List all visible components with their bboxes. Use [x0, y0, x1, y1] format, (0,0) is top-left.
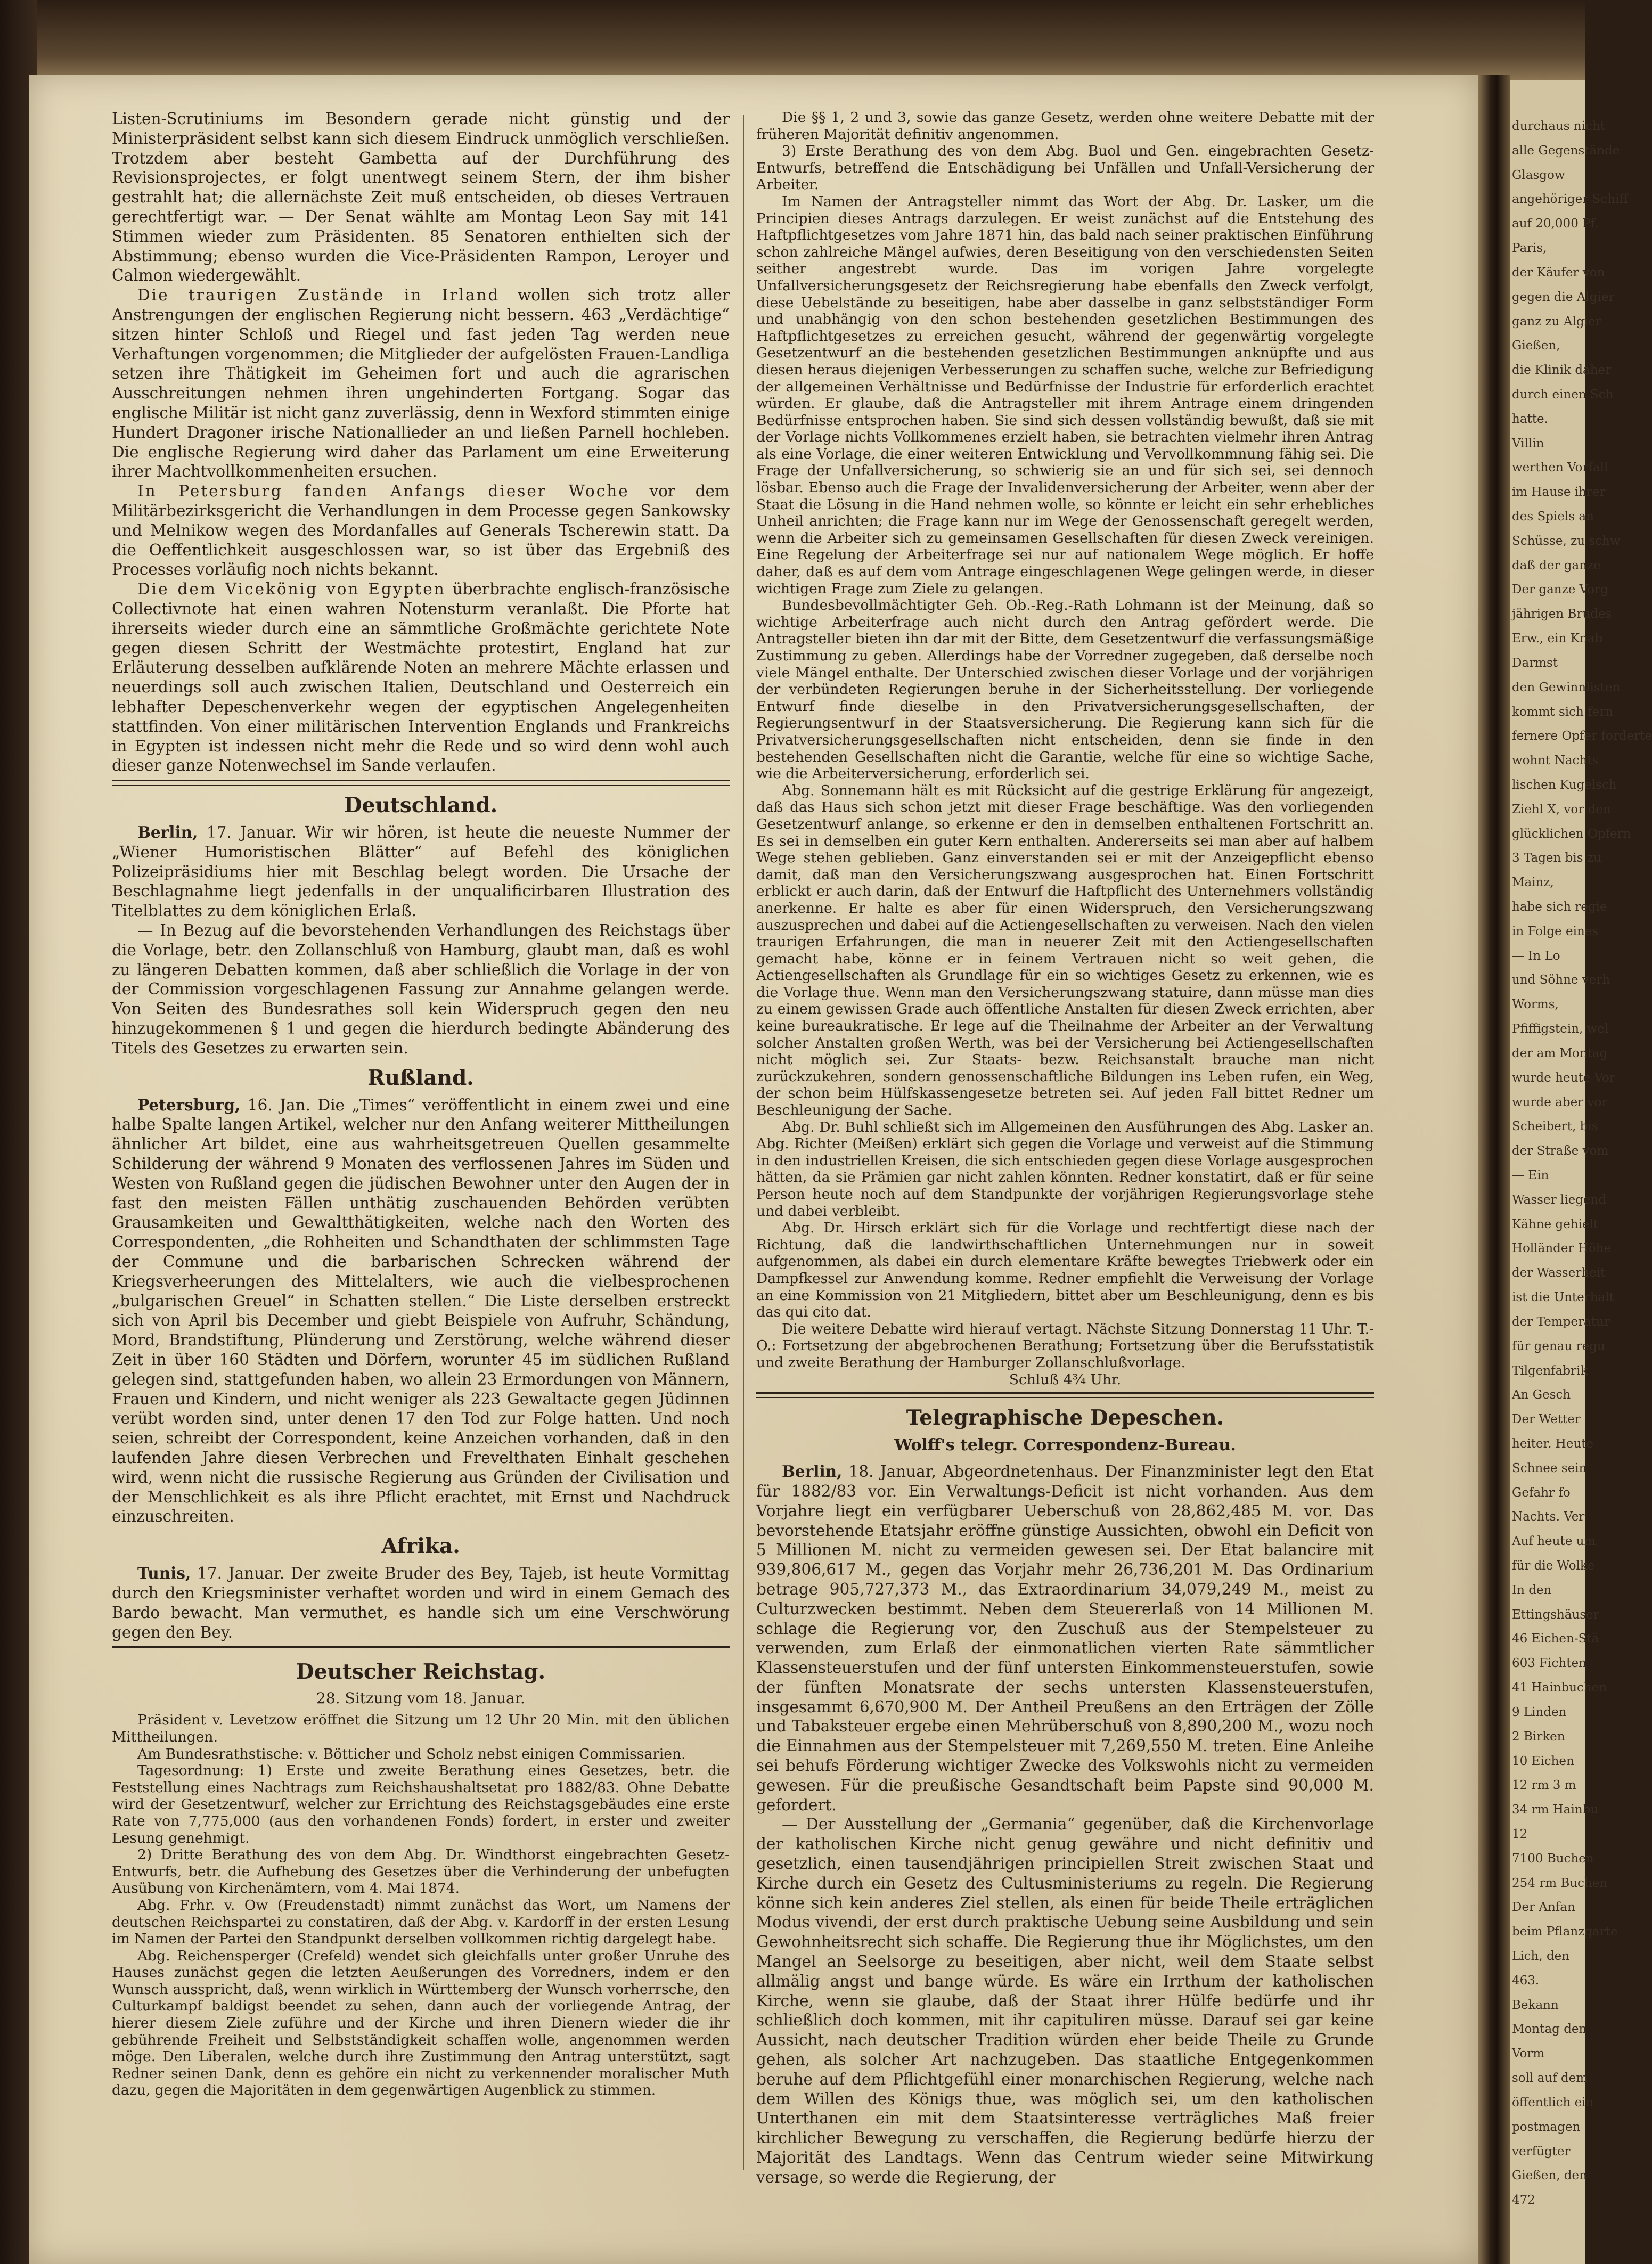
reichstag-agenda-1: Tagesordnung: 1) Erste und zweite Berathung eines Gesetzes, betr. die Feststellung eines Nachtrags zum Reichshaushaltsetat pro 1882/83. Ohne Debatte wird der Gesetzentwurf, welcher zur Errichtung des Reichstagsgebäudes eine erste Rate von 7,775,000 (aus den vorhandenen Fonds) fordert, in erster und zweiter Lesung genehmigt. — [112, 1762, 730, 1846]
adjacent-page-line: Gießen, — [1512, 339, 1560, 353]
adjacent-page-line: der Temperatur — [1512, 1314, 1610, 1329]
adjacent-page-line: wurde heute Vor — [1512, 1070, 1615, 1085]
adjacent-page-line: heiter. Heute — [1512, 1436, 1594, 1451]
adjacent-page-line: ganz zu Algier — [1512, 314, 1601, 329]
adjacent-page-line: Paris, — [1512, 241, 1547, 256]
dateline-telegram-berlin: Berlin, — [782, 1462, 843, 1481]
adjacent-page-line: Schnee sein — [1512, 1461, 1587, 1475]
adjacent-page-line: Der ganze Vorg — [1512, 583, 1608, 597]
adjacent-page-line: öffentlich ein — [1512, 2095, 1594, 2110]
reichstag-speech-reichensperger: Abg. Reichensperger (Crefeld) wendet sich gleichfalls unter großer Unruhe des Hauses zunächst gegen die letzten Aeußerungen des Vorredners, indem er den Wunsch ausspricht, daß, wenn wirklich in Württemberg der Wunsch vorherrsche, den Culturkampf baldigst beendet zu sehen, dann auch der vorliegende Antrag, der hierer diesem Ziele zuführe und der Kirche und ihren Dienern wieder die ihr gebührende Freiheit und Selbstständigkeit schaffen wolle, angenommen werden möge. Den Liberalen, welche durch ihre Zustimmung den Antrag unterstützt, sagt Redner seinen Dank, denn es gehöre ein nicht zu verkennender moralischer Muth dazu, gegen die Majoritäten in dem gegenwärtigen Augenblick zu stimmen. — [112, 1947, 730, 2099]
article-irland — [112, 285, 730, 481]
adjacent-page-line: werthen Vorfall — [1512, 461, 1608, 475]
article-petersburg-trial — [112, 481, 730, 579]
adjacent-page-line: Der Anfan — [1512, 1900, 1575, 1915]
adjacent-page-line: 12 rm 3 m — [1512, 1778, 1576, 1793]
adjacent-page-line: Erw., ein Knab — [1512, 632, 1603, 646]
adjacent-page-line: fernere Opfer forderte — [1512, 729, 1652, 743]
adjacent-page-line: durchaus nicht — [1512, 119, 1605, 133]
adjacent-page-line: Villin — [1512, 436, 1544, 451]
reichstag-vote: Die §§ 1, 2 und 3, sowie das ganze Gesetz, werden ohne weitere Debatte mit der früheren Majorität definitiv angenommen. — [756, 109, 1374, 143]
adjacent-page-line: 7100 Buchen — [1512, 1851, 1594, 1866]
adjacent-page-line: auf 20,000 Pf. — [1512, 217, 1599, 231]
adjacent-page-line: in Folge eines — [1512, 924, 1599, 938]
telegram-berlin-etat — [756, 1462, 1374, 1815]
adjacent-page-line: 2 Birken — [1512, 1729, 1565, 1744]
adjacent-page-line: 41 Hainbuchen — [1512, 1681, 1607, 1695]
reichstag-agenda-2: 2) Dritte Berathung des von dem Abg. Dr. Windthorst eingebrachten Gesetz-Entwurfs, betr. die Aufhebung des Gesetzes über die Verhinderung der unbefugten Ausübung von Kirchenämtern, vom 4. Mai 1874. — [112, 1846, 730, 1897]
adjacent-page-line: beim Pflanzgarte — [1512, 1925, 1618, 1939]
adjacent-page-line: der Käufer von — [1512, 265, 1605, 280]
adjacent-page-line: soll auf dem — [1512, 2071, 1588, 2086]
reichstag-speech-ow: Abg. Frhr. v. Ow (Freudenstadt) nimmt zunächst das Wort, um Namens der deutschen Reichspartei zu constatiren, daß der Abg. v. Kardorff in der ersten Lesung im Namen der Partei den Standpunkt derselben vollkommen richtig dargelegt habe. — [112, 1897, 730, 1948]
article-tunis-text: 17. Januar. Der zweite Bruder des Bey, Tajeb, ist heute Vormittag durch den Kriegsminister verhaftet worden und wird in einem Gemach des Bardo bewacht. Man vermuthet, es handle sich um eine Verschwörung gegen den Bey. — [112, 1564, 730, 1641]
adjacent-page-line: In den — [1512, 1583, 1552, 1597]
article-zollanschluss: — In Bezug auf die bevorstehenden Verhandlungen des Reichstags über die Vorlage, betr. den Zollanschluß von Hamburg, glaubt man, daß es wohl zu längeren Debatten kommen, daß aber schließlich die Vorlage in der von der Commission vorgeschlagenen Fassung zur Annahme gelangen werde. Von Seiten des Bundesrathes soll kein Widerspruch gegen den neu hinzugekommenen § 1 und gegen die hierdurch bedingte Abänderung des Titels des Gesetzes zu erwarten sein. — [112, 921, 730, 1057]
adjacent-page-line: Darmst — [1512, 656, 1558, 670]
adjacent-page-line: glücklichen Opfern — [1512, 827, 1631, 841]
adjacent-page-line: die Klinik daher — [1512, 363, 1612, 378]
telegram-berlin-etat-text: 18. Januar, Abgeordnetenhaus. Der Finanzminister legt den Etat für 1882/83 vor. Ein Verwaltungs-Deficit ist nicht vorhanden. Aus dem Vorjahre liegt ein verfügbarer Ueberschuß von 28,862,485 M. vor. Das bevorstehende Etatsjahr eröffne günstige Aussichten, obwohl ein Deficit von 5 Millionen M. nicht zu vermeiden gewesen sei. Der Etat balancire mit 939,806,617 M., gegen das Vorjahr mehr 26,736,201 M. Das Ordinarium betrage 905,727,373 M., das Extraordinarium 34,079,249 M., meist zu Culturzwecken bestimmt. Neben dem Steuererlaß von 14 Millionen M. schlage die Regierung vor, den Zuschuß aus der Stempelsteuer zu verwenden, zum Erlaß der einmonatlichen vierten Rate sämmtlicher Klassensteuerstufen und der fünf untersten Einkommensteuerstufen, sowie der fünften Monatsrate der sechs untersten Klassensteuerstufen, insgesammt 6,670,900 M. Der Antheil Preußens an den Erträgen der Zölle und Tabaksteuer ergebe einen Mehrüberschuß von 8,890,200 M., wozu noch die Einnahmen aus der Stempelsteuer mit 7,269,550 M. treten. Eine Anleihe sei behufs Förderung wichtiger Zwecke des Volkswohls nicht zu vermeiden gewesen. Für die preußische Gesandtschaft beim Papste sind 90,000 M. gefordert. — [756, 1462, 1374, 1814]
adjacent-page-line: ist die Unterhalt — [1512, 1290, 1614, 1305]
reichstag-bundesrat: Am Bundesrathstische: v. Bötticher und Scholz nebst einigen Commissarien. — [137, 1745, 686, 1762]
reichstag-speech-lasker: Im Namen der Antragsteller nimmt das Wort der Abg. Dr. Lasker, um die Principien dieses Antrags darzulegen. Er weist zunächst auf die Entstehung des Haftpflichtgesetzes vom Jahre 1871 hin, das bald nach seiner praktischen Einführung schon zahlreiche Mängel aufwies, deren Beseitigung von den verschiedensten Seiten seither angestrebt wurde. Das im vorigen Jahre vorgelegte Unfallversicherungsgesetz der Reichsregierung habe ebenfalls den Zweck verfolgt, diese Uebelstände zu beseitigen, habe aber dasselbe in ganz selbstständiger Form und unabhängig von den schon bestehenden gesetzlichen Bestimmungen des Haftpflichtgesetzes zu erreichen gesucht, während der gegenwärtig vorgelegte Gesetzentwurf an die bestehenden gesetzlichen Bestimmungen anknüpfte und aus diesen heraus diejenigen Verbesserungen zu schaffen suche, welche zur Befriedigung der allgemeinen Verhältnisse und Bedürfnisse der Industrie für erforderlich erachtet würden. Er glaube, daß die Antragsteller mit ihrem Antrage einem dringenden Bedürfnisse entsprochen haben. Sie sind sich dessen vollständig bewußt, daß sie mit der Vorlage nichts Vollkommenes erzielt haben, sie betrachten vielmehr ihren Antrag als eine Vorlage, die einer weiteren Entwicklung und Vervollkommnung fähig sei. Die Frage der Unfallversicherung, so schwierig sie an und für sich sei, sei dennoch lösbar. Ebenso auch die Frage der Invalidenversicherung der Arbeiter, wenn aber der Staat die Lösung in die Hand nehmen wolle, so könnte er leicht ein sehr erhebliches Unheil anrichten; die Frage kann nur im Wege der Genossenschaft geregelt werden, wenn die Arbeiter sich zu gemeinsamen Gesellschaften für diesen Zweck vereinigen. Eine Regelung der Arbeiterfrage sei nur auf nationalem Wege möglich. Er hoffe daher, daß es auf dem vom Antrage eingeschlagenen Wege gelingen werde, in dieser wichtigen Frage zum Ziele zu gelangen. — [756, 193, 1374, 597]
adjacent-page-line: wohnt Nachts — [1512, 754, 1599, 768]
adjacent-page-line: Nachts. Ver — [1512, 1510, 1585, 1524]
right-column — [756, 109, 1374, 2187]
adjacent-page-line: im Hause ihrer — [1512, 485, 1606, 500]
adjacent-page-line: alle Gegenstände — [1512, 143, 1620, 158]
article-irland-lead: Die traurigen Zustände in Irland — [137, 286, 500, 305]
adjacent-page-line: postmagen — [1512, 2120, 1581, 2134]
adjacent-page-line: 34 rm Hainbu — [1512, 1803, 1599, 1817]
adjacent-page-line: lischen Kugelsch — [1512, 778, 1617, 792]
article-irland-text: wollen sich trotz aller Anstrengungen der englischen Regierung nicht bessern. 463 „Verdächtige“ sitzen hinter Schloß und Riegel und fast jeden Tag werden neue Verhaftungen vorgenommen; die Mitglieder der aufgelösten Frauen-Landliga setzen ihre Thätigkeit im Geheimen fort und auch die agrarischen Ausschreitungen nehmen ihren ungehinderten Fortgang. Sogar das englische Militär ist nicht ganz zuverlässig, denn in Wexford stimmten einige Hundert Dragoner irische Nationallieder an und ließen Parnell hochleben. Die englische Regierung wird daher das Parlament um eine Erweiterung ihrer Machtvollkommenheiten ersuchen. — [112, 286, 730, 481]
heading-russland: Rußland. — [367, 1065, 474, 1090]
article-egypt — [112, 579, 730, 775]
adjacent-page-line: 603 Fichten — [1512, 1656, 1586, 1671]
reichstag-speech-hirsch: Abg. Dr. Hirsch erklärt sich für die Vorlage und rechtfertigt diese nach der Richtung, daß die landwirthschaftlichen Unternehmungen nur in soweit aufgenommen, als dabei ein durch elementare Kräfte bewegtes Triebwerk oder ein Dampfkessel zur Anwendung komme. Redner empfiehlt die Verweisung der Vorlage an eine Kommission von 21 Mitgliedern, bittet aber um Beschleunigung, denn es bis das qui cito dat. — [756, 1220, 1374, 1321]
section-rule — [112, 780, 730, 786]
article-france-end: Listen-Scrutiniums im Besondern gerade nicht günstig und der Ministerpräsident selbst kann sich diesem Eindruck unmöglich verschließen. Trotzdem aber besteht Gambetta auf der Durchführung des Revisionsprojectes, er folgt unentwegt seinem Stern, der ihm bisher gestrahlt hat; die allernächste Zeit muß entscheiden, ob dieses Vertrauen gerechtfertigt war. — Der Senat wählte am Montag Leon Say mit 141 Stimmen wieder zum Präsidenten. 85 Senatoren enthielten sich der Abstimmung; ebenso wurden die Vice-Präsidenten Rampon, Leroyer und Calmon wiedergewählt. — [112, 110, 730, 285]
adjacent-page-line: 254 rm Buchen — [1512, 1876, 1608, 1890]
article-berlin-text: 17. Januar. Wir wir hören, ist heute die neueste Nummer der „Wiener Humoristischen Blätter“ auf Befehl des königlichen Polizeipräsidiums hier mit Beschlag belegt worden. Die Ursache der Beschlagnahme liegt jedenfalls in der unqualificirbaren Illustration des Titelblattes zu dem königlichen Erlaß. — [112, 823, 730, 920]
adjacent-page-line: durch einen Sch — [1512, 387, 1614, 402]
adjacent-page-line: Tilgenfabrik — [1512, 1363, 1588, 1378]
adjacent-page-line: — In Lo — [1512, 949, 1560, 963]
reichstag-adjourn: Die weitere Debatte wird hierauf vertagt. Nächste Sitzung Donnerstag 11 Uhr. T.-O.: Fortsetzung der abgebrochenen Berathung; Fortsetzung über die Berufsstatistik und zweite Berathung der Hamburger Zollanschlußvorlage. — [756, 1320, 1374, 1371]
dateline-tunis: Tunis, — [137, 1564, 191, 1583]
adjacent-page-line: der Straße vom — [1512, 1144, 1609, 1158]
adjacent-page-line: Worms, — [1512, 998, 1559, 1012]
adjacent-page-line: Ettingshäuser — [1512, 1607, 1599, 1622]
adjacent-page-fragment — [1510, 80, 1652, 2264]
reichstag-speech-lohmann: Bundesbevollmächtigter Geh. Ob.-Reg.-Rath Lohmann ist der Meinung, daß so wichtige Arbeiterfrage auch nicht durch den Antrag gefördert werde. Die Antragsteller bieten ihn dar mit der Bitte, dem Gesetzentwurf die verfassungsmäßige Zustimmung zu geben. Allerdings habe der Vorredner zugegeben, daß derselbe noch viele Mängel enthalte. Der Unterschied zwischen dieser Vorlage und der vorjährigen der verbündeten Regierungen beruhe in der Sicherheitsstellung. Der vorliegende Entwurf finde dieselbe in den Privatversicherungsgesellschaften, der Regierungsentwurf in der Staatsversicherung. Die Regierung kann sich für die Privatversicherungsgesellschaften nicht entscheiden, denn sie finde in den bestehenden Gesellschaften nicht die Garantie, welche für eine so wichtige Sache, wie die Arbeiterversicherung, erforderlich sei. — [756, 597, 1374, 782]
adjacent-page-line: Wasser liegend — [1512, 1192, 1607, 1207]
article-egypt-text: überbrachte englisch-französische Collectivnote hat einen wahren Notensturm veranlaßt. Die Pforte hat ihrerseits wieder durch eine an sämmtliche Großmächte gerichtete Note gegen diesen Schritt der Westmächte protestirt, England hat zur Erläuterung desselben aufklärende Noten an mehrere Mächte erlassen und neuerdings soll auch zwischen Italien, Deutschland und Oesterreich ein lebhafter Depeschenverkehr wegen der egyptischen Angelegenheiten stattfinden. Von einer militärischen Intervention Englands und Frankreichs in Egypten ist indessen nicht mehr die Rede und so wird denn wohl auch dieser ganze Notenwechsel im Sande verlaufen. — [112, 580, 730, 775]
adjacent-page-line: Gießen, den — [1512, 2169, 1587, 2183]
adjacent-page-line: 12 — [1512, 1827, 1528, 1841]
adjacent-page-line: für genau regu — [1512, 1339, 1605, 1353]
adjacent-page-line: Scheibert, bis — [1512, 1119, 1598, 1134]
article-petersburg-times — [112, 1096, 730, 1527]
article-tunis — [112, 1564, 730, 1642]
section-rule — [756, 1392, 1374, 1398]
article-berlin — [112, 823, 730, 921]
column-divider — [743, 115, 744, 2170]
heading-telegraphische-depeschen: Telegraphische Depeschen. — [906, 1405, 1224, 1431]
adjacent-page-line: Mainz, — [1512, 876, 1554, 890]
adjacent-page-line: verfügter — [1512, 2144, 1571, 2159]
adjacent-page-line: angehöriger Schiff — [1512, 192, 1628, 207]
left-column — [112, 109, 730, 2099]
adjacent-page-line: daß der ganze — [1512, 558, 1601, 573]
article-egypt-lead: Die dem Vicekönig von Egypten — [137, 580, 446, 599]
reichstag-speech-buhl-richter: Abg. Dr. Buhl schließt sich im Allgemeinen den Ausführungen des Abg. Lasker an. Abg. Richter (Meißen) erklärt sich gegen die Vorlage und verweist auf die Stimmung in den industriellen Kreisen, die sich entschieden gegen diese Vorlage ausgesprochen hätten, da sie Prämien gar nicht zahlen könnten. Redner konstatirt, daß er für seine Person heute noch auf dem Standpunkte der vorjährigen Regierungsvorlage stehe und dabei verbleibt. — [756, 1118, 1374, 1220]
adjacent-page-line: Kähne gehielt — [1512, 1217, 1599, 1231]
reichstag-speech-sonnemann: Abg. Sonnemann hält es mit Rücksicht auf die gestrige Erklärung für angezeigt, daß das Haus sich schon jetzt mit dieser Frage beschäftige. Was den vorliegenden Gesetzentwurf anlange, so erkenne er den in demselben enthaltenen Fortschritt an. Es sei in demselben ein guter Kern enthalten. Andererseits sei man aber auf halbem Wege stehen geblieben. Ganz einverstanden sei er mit der Anzeigepflicht ebenso damit, daß man den Versicherungszwang ausgesprochen hat. Einen Fortschritt erblickt er auch darin, daß der Entwurf die Haftpflicht des Unternehmers vollständig anerkenne. Er halte es aber für einen Widerspruch, den Versicherungszwang auszusprechen und dabei auf die Actiengesellschaften zu verweisen. Nach den vielen traurigen Erfahrungen, die man in neuerer Zeit mit den Actiengesellschaften gemacht habe, könne er in feinem Vertrauen nicht so weit gehen, die Actiengesellschaften als Grundlage für ein so wichtiges Gesetz zu erkennen, wie es die Vorlage thue. Wenn man den Versicherungszwang statuire, dann müsse man dies zu einem gewissen Grade auch öffentliche Anstalten für diesen Zweck errichten, aber keine bureaukratische. Er lege auf die Theilnahme der Arbeiter an der Verwaltung solcher Anstalten großen Werth, was bei der Versicherung bei Actiengesellschaften nicht möglich sei. Zur Staats- bezw. Reichsanstalt brauche man nicht zurückzukehren, sondern genossenschaftliche Bildungen ins Leben rufen, ein Weg, der schon beim Hülfskassengesetze betreten sei. Auf jeden Fall bittet Redner um Beschleunigung der Sache. — [756, 782, 1374, 1119]
adjacent-page-line: den Gewinnlisten — [1512, 680, 1621, 694]
adjacent-page-line: wurde aber vor — [1512, 1095, 1608, 1109]
section-rule — [112, 1646, 730, 1652]
adjacent-page-line: der am Montag — [1512, 1046, 1608, 1060]
adjacent-page-line: habe sich regie — [1512, 900, 1607, 914]
adjacent-page-line: Gefahr fo — [1512, 1485, 1571, 1500]
book-gutter — [1478, 75, 1510, 2264]
adjacent-page-line: für die Wolke — [1512, 1559, 1595, 1573]
heading-deutschland: Deutschland. — [344, 793, 498, 818]
adjacent-page-line: Lich, den — [1512, 1949, 1570, 1964]
reichstag-close-time: Schluß 4¾ Uhr. — [1009, 1371, 1122, 1388]
adjacent-page-line: hatte. — [1512, 412, 1548, 426]
adjacent-page-line: Glasgow — [1512, 168, 1565, 182]
scan-background-top — [0, 0, 1585, 80]
adjacent-page-line: Schüsse, zu schw — [1512, 534, 1621, 548]
adjacent-page-line: Pfiffigstein, wel — [1512, 1022, 1609, 1036]
article-petersburg-lead: In Petersburg fanden Anfangs dieser Woche — [137, 482, 629, 501]
article-petersburg-times-text: 16. Jan. Die „Times“ veröffentlicht in einem zwei und eine halbe Spalte langen Artikel, welcher nur den Anfang weiterer Mittheilungen ähnlicher Art bildet, eine aus wahrheitsgetreuen Quellen gesammelte Schilderung der während 9 Monaten des verflossenen Jahres im Süden und Westen von Rußland gegen die jüdischen Bewohner unter den Augen der in fast den meisten Fällen unthätig zuschauenden Behörden verübten Grausamkeiten und Gewaltthätigkeiten, welche nach den Worten des Correspondenten, „die Rohheiten und Schandthaten der schlimmsten Tage der Commune und die barbarischen Schrecken während der Kriegsverheerungen des Mittelalters, wie auch die vielbesprochenen „bulgarischen Greuel“ in Schatten stellen.“ Die Liste derselben erstreckt sich von April bis December und giebt Beispiele von Aufruhr, Schändung, Mord, Brandstiftung, Plünderung und Zerstörung, welche während dieser Zeit in über 160 Städten und Dörfern, worunter 45 im südlichen Rußland gelegen sind, stattgefunden haben, wo allein 23 Ermordungen von Männern, Frauen und Kindern, und nicht weniger als 223 Gewaltacte gegen Jüdinnen verübt worden sind, unter denen 17 den Tod zur Folge hatten. Und noch seien, schreibt der Correspondent, keine Anzeichen vorhanden, daß in den laufenden Jahre diesen Verbrechen und Frevelthaten Einhalt geschehen wird, wenn nicht die russische Regierung aus Gründen der Civilisation und der Menschlichkeit es als ihre Pflicht erachtet, mit Ernst und Nachdruck einzuschreiten. — [112, 1096, 730, 1526]
adjacent-page-line: des Spiels an — [1512, 510, 1594, 524]
adjacent-page-line: der Wasserheit — [1512, 1266, 1606, 1280]
dateline-petersburg: Petersburg, — [137, 1095, 241, 1114]
adjacent-page-line: 46 Eichen-Stä — [1512, 1632, 1599, 1646]
adjacent-page-line: 10 Eichen — [1512, 1754, 1574, 1768]
heading-afrika: Afrika. — [381, 1534, 460, 1559]
adjacent-page-line: 472 — [1512, 2193, 1535, 2208]
adjacent-page-line: und Söhne verh — [1512, 973, 1610, 987]
adjacent-page-line: 3 Tagen bis zu — [1512, 851, 1601, 865]
adjacent-page-line: — Ein — [1512, 1168, 1549, 1182]
adjacent-page-line: Auf heute um — [1512, 1534, 1596, 1549]
adjacent-page-line: Holländer Höhe — [1512, 1241, 1612, 1256]
adjacent-page-line: gegen die Algier — [1512, 290, 1615, 304]
adjacent-page-line: 9 Linden — [1512, 1705, 1567, 1719]
adjacent-page-line: Bekann — [1512, 1998, 1559, 2012]
reichstag-agenda-3: 3) Erste Berathung des von dem Abg. Buol und Gen. eingebrachten Gesetz-Entwurfs, betreffend die Entschädigung bei Unfällen und Unfall-Versicherung der Arbeiter. — [756, 143, 1374, 193]
article-petersburg-text: vor dem Militärbezirksgericht die Verhandlungen in dem Processe gegen Sankowsky und Melnikow wegen des Mordanfalles auf Generals Tscherewin statt. Da die Oeffentlichkeit ausgeschlossen war, so ist über das Ergebniß des Processes vorläufig noch nichts bekannt. — [112, 482, 730, 579]
heading-reichstag: Deutscher Reichstag. — [296, 1660, 546, 1685]
reichstag-session: 28. Sitzung vom 18. Januar. — [316, 1689, 525, 1707]
subheading-wolff-bureau: Wolff's telegr. Correspondenz-Bureau. — [894, 1436, 1236, 1455]
dateline-berlin: Berlin, — [137, 823, 198, 842]
adjacent-page-line: jährigen Brudes — [1512, 607, 1612, 622]
adjacent-page-line: An Gesch — [1512, 1388, 1571, 1402]
adjacent-page-line: Ziehl X, vor den — [1512, 802, 1611, 816]
adjacent-page-line: Vorm — [1512, 2047, 1545, 2061]
adjacent-page-line: 463. — [1512, 1973, 1540, 1988]
telegram-germania: — Der Ausstellung der „Germania“ gegenüber, daß die Kirchenvorlage der katholischen Kirche nicht genug gewähre und nicht definitiv und gesetzlich, einen tausendjährigen principiellen Streit zwischen Staat und Kirche durch ein Gesetz des Cultusministeriums zu regeln. Die Regierung könne sich kein anderes Ziel stellen, als einen für beide Theile erträglichen Modus vivendi, der erst durch praktische Uebung seine Ausbildung und sein Gewohnheitsrecht sich schaffe. Die Regierung thue ihr Möglichstes, um den Mangel an Seelsorge zu beseitigen, aber nicht, weil dem Staate selbst allmälig angst und bange würde. Es wäre ein Irrthum der katholischen Kirche, wenn sie glaube, daß der Staat ihrer Hülfe bedürfe und ihr schließlich doch kommen, mit ihr capituliren müsse. Darauf sei gar keine Aussicht, nach deutscher Tradition würden eher beide Theile zu Grunde gehen, als solcher Art nachzugeben. Das staatliche Entgegenkommen beruhe auf dem Pflichtgefühl einer monarchischen Regierung, welche nach dem Willen des Königs thue, was möglich sei, um den katholischen Unterthanen ein mit dem Staatsinteresse verträgliches Maß freier kirchlicher Bewegung zu verschaffen, die Regierung bedürfe hierzu der Majorität des Landtags. Wenn das Centrum wieder seine Mitwirkung versage, so werde die Regierung, der — [756, 1815, 1374, 2186]
adjacent-page-line: kommt sich fern — [1512, 705, 1614, 719]
adjacent-page-line: Montag den — [1512, 2022, 1587, 2037]
adjacent-page-line: Der Wetter — [1512, 1412, 1581, 1427]
reichstag-opening: Präsident v. Levetzow eröffnet die Sitzung um 12 Uhr 20 Min. mit den üblichen Mittheilungen. — [112, 1712, 730, 1745]
